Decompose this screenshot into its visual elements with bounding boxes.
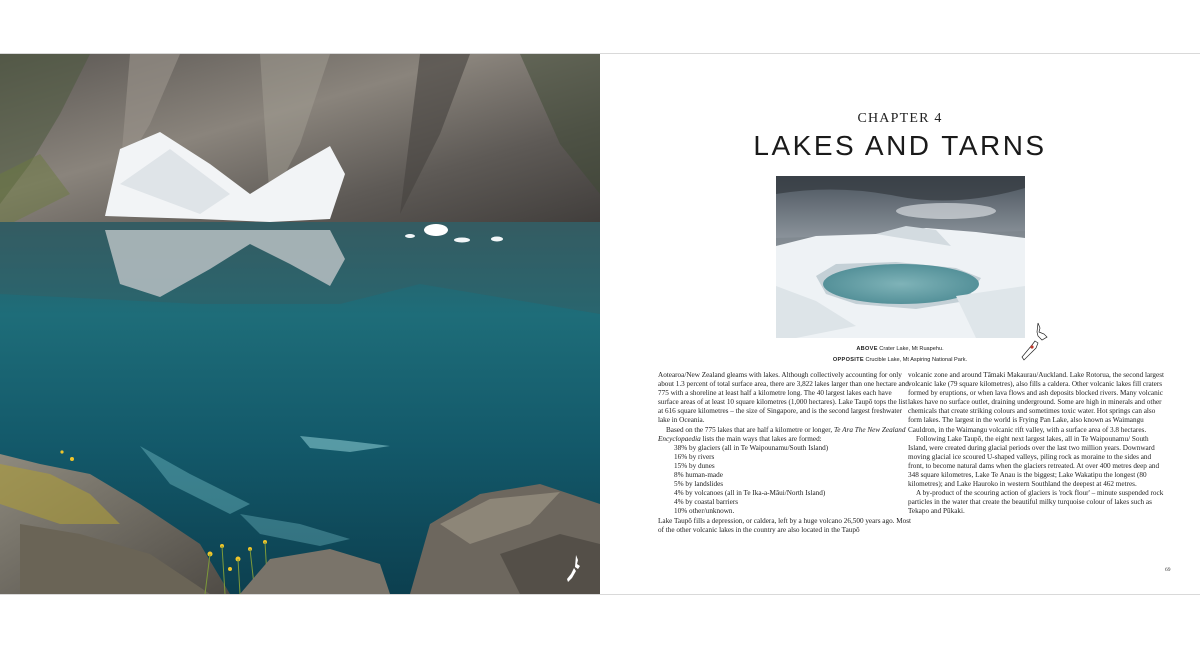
list-item: 4% by coastal barriers (674, 498, 739, 507)
caption-opposite (750, 355, 1050, 366)
nz-map-mark-icon (566, 554, 582, 584)
chapter-title: LAKES AND TARNS (753, 130, 1047, 161)
list-item: 10% other/unknown. (674, 507, 735, 516)
list-item: 38% by glaciers (all in Te Waipounamu/South Island) (674, 443, 829, 452)
paragraph: volcanic zone and around Tāmaki Makaurau/Auckland. Lake Rotorua, the second largest volcanic lake (79 square kilometres), also fills a caldera. Other volcanic lakes fill craters formed by eruptions, or when lava flows and ash deposits blocked rivers. Many volcanic lakes have no surface outlet, draining underground. Some are high in minerals and other chemicals that create striking colours and sometimes toxic water. Hot springs can also form lakes. The largest in the world is Frying Pan Lake, also known as Waimangu Cauldron, in the Waimangu volcanic rift valley, with a surface area of 3.8 hectares. (908, 371, 1164, 434)
body-column-right (908, 371, 1164, 517)
chapter-number: CHAPTER 4 (857, 111, 943, 126)
encyclopaedia-title: Te Ara The New Zealand Encyclopaedia (658, 425, 906, 443)
caption-opposite-label: OPPOSITE (832, 357, 864, 363)
page-number: 69 (1165, 567, 1171, 573)
caption-above-label: ABOVE (856, 346, 878, 352)
photo-captions (750, 344, 1050, 366)
text-run: lists the main ways that lakes are formed: (700, 434, 822, 443)
body-column-left (658, 371, 914, 535)
caption-above (750, 344, 1050, 355)
text-page (600, 54, 1200, 594)
caption-opposite-text: Crucible Lake, Mt Aspiring National Park. (865, 357, 968, 363)
list-item: 8% human-made (674, 471, 723, 480)
paragraph: Aotearoa/New Zealand gleams with lakes. Although collectively accounting for only about 1.3 percent of total surface area, there are 3,822 lakes larger than one hectare and 775 with a shoreline at least half a kilometre long. The 40 largest lakes each have surface areas of at least 10 square kilometres (1,000 hectares). Lake Taupō tops the list at 616 square kilometres – the size of Singapore, and is the second largest freshwater lake in Oceania. (658, 371, 909, 425)
list-item: 16% by rivers (674, 452, 715, 461)
text-run: Based on the 775 lakes that are half a kilometre or longer, (666, 425, 834, 434)
list-item: 15% by dunes (674, 461, 715, 470)
caption-above-text: Crater Lake, Mt Ruapehu. (879, 346, 944, 352)
paragraph: A by-product of the scouring action of glaciers is 'rock flour' – minute suspended rock particles in the water that create the beautiful milky turquoise colour of lakes such as Tekapo and Pūkaki. (908, 489, 1164, 516)
crater-lake-photo (776, 176, 1025, 338)
list-item: 4% by volcanoes (all in Te Ika-a-Māui/North Island) (674, 489, 826, 498)
list-item: 5% by landslides (674, 480, 724, 489)
crucible-lake-photo (0, 54, 600, 594)
paragraph (658, 426, 914, 444)
paragraph: Lake Taupō fills a depression, or caldera, left by a huge volcano 26,500 years ago. Most of the other volcanic lakes in the country are also located in the Taupō (658, 516, 912, 534)
book-spread (0, 53, 1200, 595)
nz-location-map-icon (1020, 322, 1050, 362)
paragraph: Following Lake Taupō, the eight next largest lakes, all in Te Waipounamu/ South Island, were created during glacial periods over the last two million years. Downward moving glacial ice scoured U-shaped valleys, piling rock as moraine to the sides and front, to become natural dams when the glaciers retreated. At over 400 metres deep and 348 square kilometres, Lake Te Anau is the biggest; Lake Wakatipu the longest (80 kilometres); and Lake Hauroko in western Southland the deepest at 462 metres. (908, 434, 1160, 489)
formation-list (658, 444, 914, 517)
